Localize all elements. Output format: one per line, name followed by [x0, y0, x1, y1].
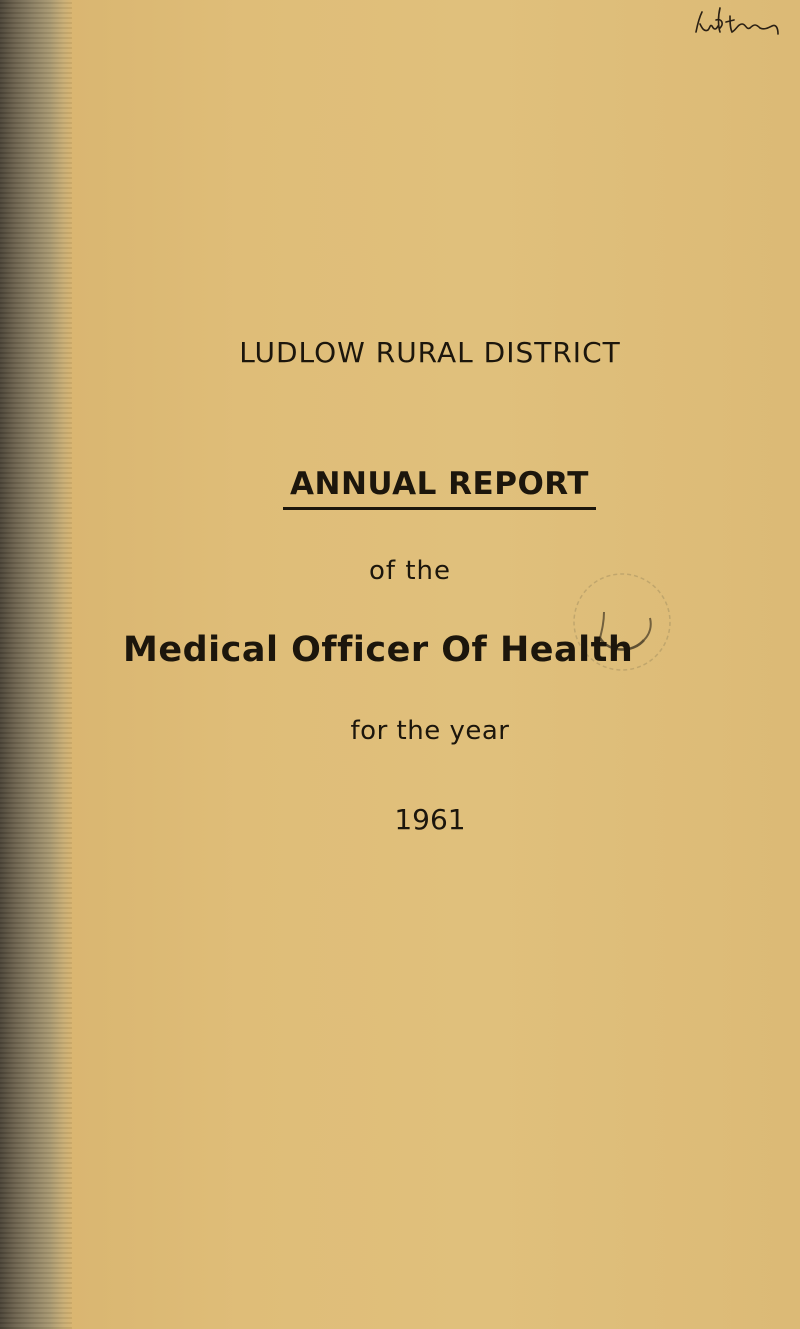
title-underline: [283, 507, 596, 510]
handwritten-annotation: [692, 2, 792, 42]
report-title: ANNUAL REPORT: [290, 466, 589, 502]
officer-title: Medical Officer Of Health: [123, 630, 634, 670]
for-the-year-text: for the year: [350, 716, 510, 746]
of-the-text: of the: [369, 556, 451, 586]
district-name: LUDLOW RURAL DISTRICT: [239, 336, 621, 369]
report-year: 1961: [394, 803, 466, 836]
handwriting-scribble: [692, 2, 792, 42]
binding-spine: [0, 0, 72, 1329]
